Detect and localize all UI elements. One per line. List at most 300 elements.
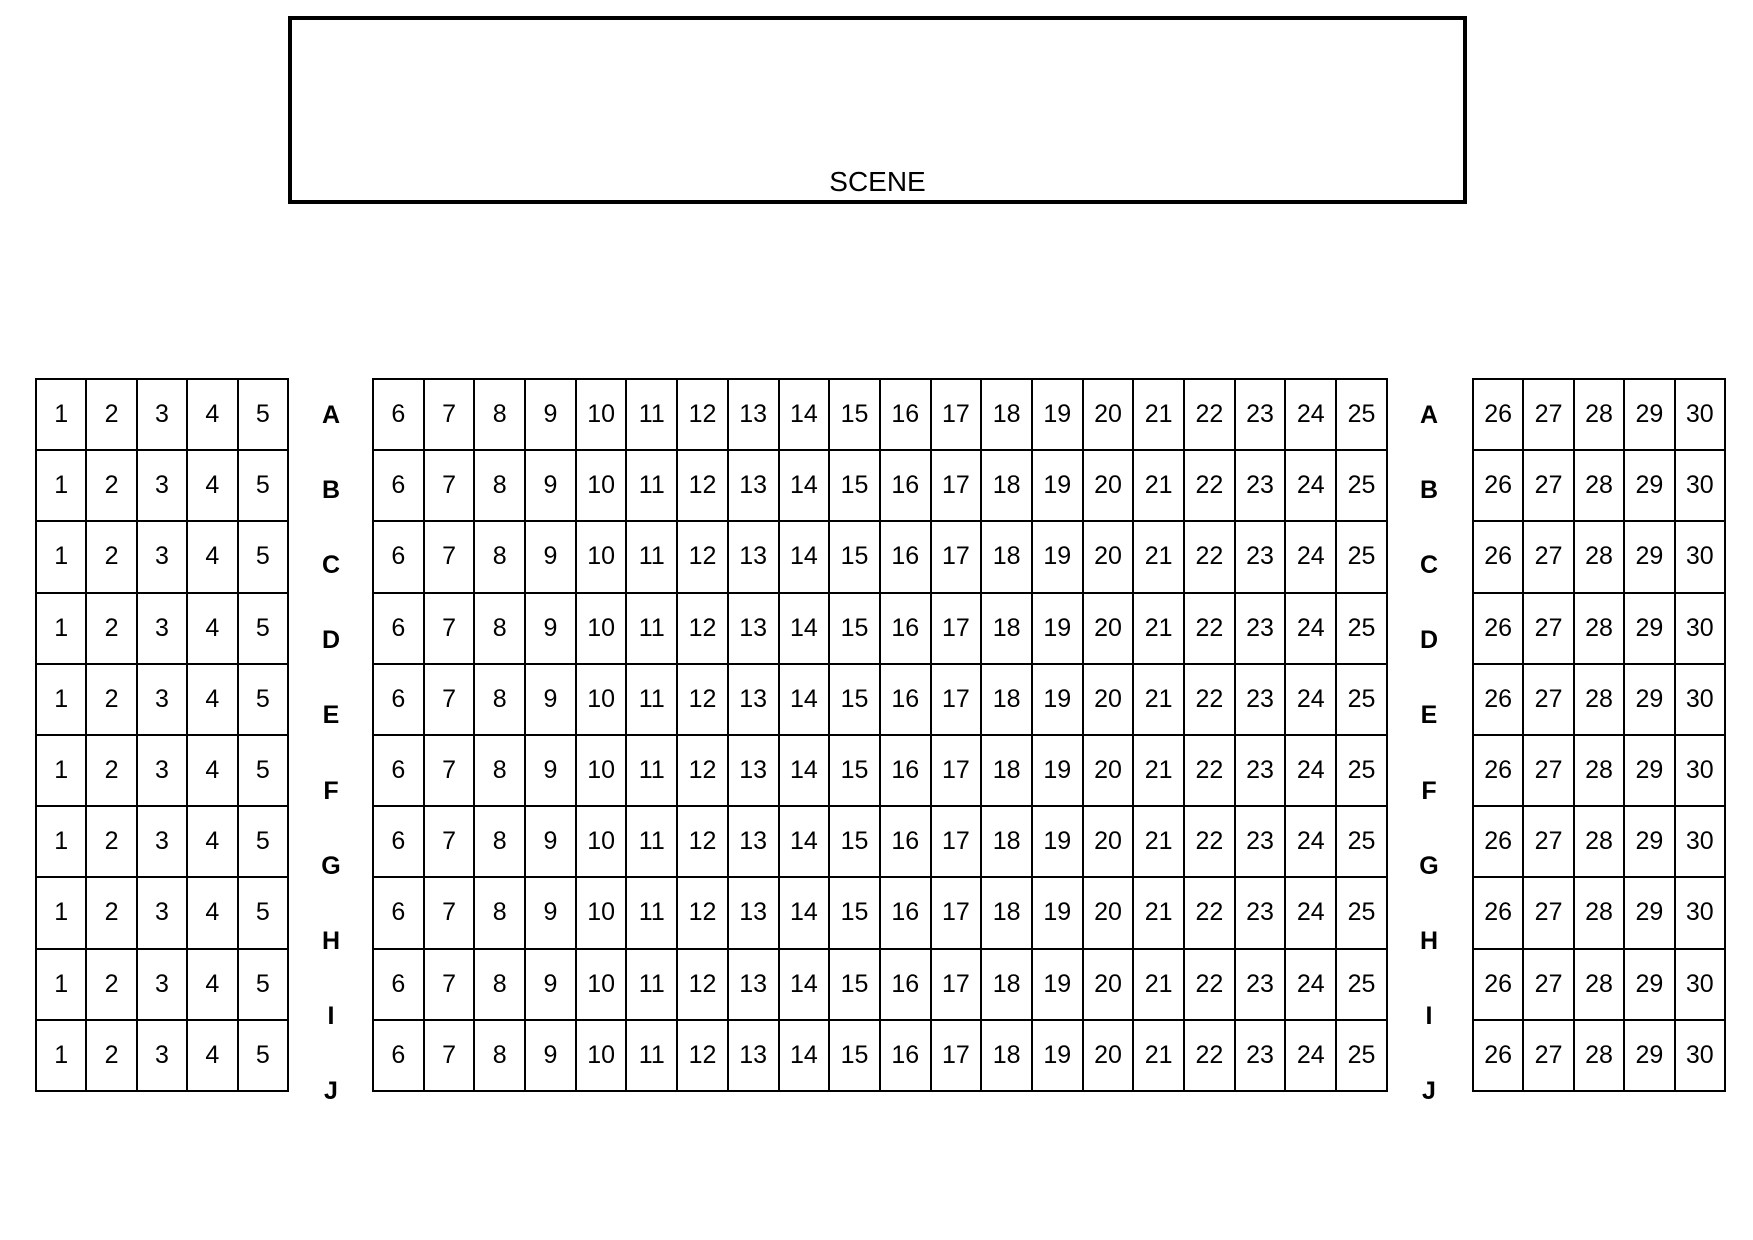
seat-h-21[interactable]: 21 <box>1133 877 1184 948</box>
seat-e-24[interactable]: 24 <box>1285 664 1336 735</box>
seat-d-2[interactable]: 2 <box>86 593 136 664</box>
seat-b-18[interactable]: 18 <box>981 450 1032 521</box>
seat-g-1[interactable]: 1 <box>36 806 86 877</box>
seat-b-23[interactable]: 23 <box>1235 450 1286 521</box>
seat-g-17[interactable]: 17 <box>931 806 982 877</box>
seat-h-3[interactable]: 3 <box>137 877 187 948</box>
seat-b-13[interactable]: 13 <box>728 450 779 521</box>
seat-b-6[interactable]: 6 <box>373 450 424 521</box>
seat-g-9[interactable]: 9 <box>525 806 576 877</box>
seat-f-5[interactable]: 5 <box>238 735 288 806</box>
seat-e-28[interactable]: 28 <box>1574 664 1624 735</box>
seat-b-26[interactable]: 26 <box>1473 450 1523 521</box>
seat-d-20[interactable]: 20 <box>1083 593 1134 664</box>
seat-a-27[interactable]: 27 <box>1523 379 1573 450</box>
seat-a-10[interactable]: 10 <box>576 379 627 450</box>
seat-f-13[interactable]: 13 <box>728 735 779 806</box>
seat-f-4[interactable]: 4 <box>187 735 237 806</box>
seat-f-20[interactable]: 20 <box>1083 735 1134 806</box>
seat-g-24[interactable]: 24 <box>1285 806 1336 877</box>
seat-a-30[interactable]: 30 <box>1675 379 1725 450</box>
seat-i-16[interactable]: 16 <box>880 949 931 1020</box>
seat-g-28[interactable]: 28 <box>1574 806 1624 877</box>
seat-a-13[interactable]: 13 <box>728 379 779 450</box>
seat-a-1[interactable]: 1 <box>36 379 86 450</box>
seat-e-2[interactable]: 2 <box>86 664 136 735</box>
seat-f-14[interactable]: 14 <box>779 735 830 806</box>
seat-b-19[interactable]: 19 <box>1032 450 1083 521</box>
seat-e-29[interactable]: 29 <box>1624 664 1674 735</box>
seat-i-1[interactable]: 1 <box>36 949 86 1020</box>
seat-e-26[interactable]: 26 <box>1473 664 1523 735</box>
seat-a-17[interactable]: 17 <box>931 379 982 450</box>
seat-e-6[interactable]: 6 <box>373 664 424 735</box>
seat-i-27[interactable]: 27 <box>1523 949 1573 1020</box>
seat-c-26[interactable]: 26 <box>1473 521 1523 592</box>
seat-e-11[interactable]: 11 <box>626 664 677 735</box>
seat-a-8[interactable]: 8 <box>474 379 525 450</box>
seat-d-17[interactable]: 17 <box>931 593 982 664</box>
seat-e-19[interactable]: 19 <box>1032 664 1083 735</box>
seat-c-3[interactable]: 3 <box>137 521 187 592</box>
seat-b-20[interactable]: 20 <box>1083 450 1134 521</box>
seat-i-29[interactable]: 29 <box>1624 949 1674 1020</box>
seat-i-6[interactable]: 6 <box>373 949 424 1020</box>
seat-b-8[interactable]: 8 <box>474 450 525 521</box>
seat-i-12[interactable]: 12 <box>677 949 728 1020</box>
seat-j-11[interactable]: 11 <box>626 1020 677 1091</box>
seat-c-30[interactable]: 30 <box>1675 521 1725 592</box>
seat-h-16[interactable]: 16 <box>880 877 931 948</box>
seat-c-5[interactable]: 5 <box>238 521 288 592</box>
seat-f-9[interactable]: 9 <box>525 735 576 806</box>
seat-i-14[interactable]: 14 <box>779 949 830 1020</box>
seat-h-1[interactable]: 1 <box>36 877 86 948</box>
seat-h-30[interactable]: 30 <box>1675 877 1725 948</box>
seat-f-17[interactable]: 17 <box>931 735 982 806</box>
seat-d-3[interactable]: 3 <box>137 593 187 664</box>
seat-f-26[interactable]: 26 <box>1473 735 1523 806</box>
seat-a-12[interactable]: 12 <box>677 379 728 450</box>
seat-c-28[interactable]: 28 <box>1574 521 1624 592</box>
seat-b-27[interactable]: 27 <box>1523 450 1573 521</box>
seat-c-29[interactable]: 29 <box>1624 521 1674 592</box>
seat-e-7[interactable]: 7 <box>424 664 475 735</box>
seat-f-28[interactable]: 28 <box>1574 735 1624 806</box>
seat-g-14[interactable]: 14 <box>779 806 830 877</box>
seat-h-24[interactable]: 24 <box>1285 877 1336 948</box>
seat-e-12[interactable]: 12 <box>677 664 728 735</box>
seat-a-22[interactable]: 22 <box>1184 379 1235 450</box>
seat-i-3[interactable]: 3 <box>137 949 187 1020</box>
seat-e-3[interactable]: 3 <box>137 664 187 735</box>
seat-i-13[interactable]: 13 <box>728 949 779 1020</box>
seat-j-21[interactable]: 21 <box>1133 1020 1184 1091</box>
seat-j-3[interactable]: 3 <box>137 1020 187 1091</box>
seat-j-15[interactable]: 15 <box>829 1020 880 1091</box>
seat-g-29[interactable]: 29 <box>1624 806 1674 877</box>
seat-b-17[interactable]: 17 <box>931 450 982 521</box>
seat-a-18[interactable]: 18 <box>981 379 1032 450</box>
seat-i-7[interactable]: 7 <box>424 949 475 1020</box>
seat-i-18[interactable]: 18 <box>981 949 1032 1020</box>
seat-h-5[interactable]: 5 <box>238 877 288 948</box>
seat-g-5[interactable]: 5 <box>238 806 288 877</box>
seat-d-25[interactable]: 25 <box>1336 593 1387 664</box>
seat-a-19[interactable]: 19 <box>1032 379 1083 450</box>
seat-c-14[interactable]: 14 <box>779 521 830 592</box>
seat-a-25[interactable]: 25 <box>1336 379 1387 450</box>
seat-c-8[interactable]: 8 <box>474 521 525 592</box>
seat-g-12[interactable]: 12 <box>677 806 728 877</box>
seat-d-26[interactable]: 26 <box>1473 593 1523 664</box>
seat-g-13[interactable]: 13 <box>728 806 779 877</box>
seat-d-12[interactable]: 12 <box>677 593 728 664</box>
seat-j-7[interactable]: 7 <box>424 1020 475 1091</box>
seat-f-7[interactable]: 7 <box>424 735 475 806</box>
seat-g-30[interactable]: 30 <box>1675 806 1725 877</box>
seat-d-5[interactable]: 5 <box>238 593 288 664</box>
seat-e-10[interactable]: 10 <box>576 664 627 735</box>
seat-h-8[interactable]: 8 <box>474 877 525 948</box>
seat-h-29[interactable]: 29 <box>1624 877 1674 948</box>
seat-d-15[interactable]: 15 <box>829 593 880 664</box>
seat-g-26[interactable]: 26 <box>1473 806 1523 877</box>
seat-c-11[interactable]: 11 <box>626 521 677 592</box>
seat-a-20[interactable]: 20 <box>1083 379 1134 450</box>
seat-h-14[interactable]: 14 <box>779 877 830 948</box>
seat-a-6[interactable]: 6 <box>373 379 424 450</box>
seat-f-8[interactable]: 8 <box>474 735 525 806</box>
seat-c-15[interactable]: 15 <box>829 521 880 592</box>
seat-i-4[interactable]: 4 <box>187 949 237 1020</box>
seat-c-23[interactable]: 23 <box>1235 521 1286 592</box>
seat-c-6[interactable]: 6 <box>373 521 424 592</box>
seat-h-2[interactable]: 2 <box>86 877 136 948</box>
seat-e-27[interactable]: 27 <box>1523 664 1573 735</box>
seat-j-8[interactable]: 8 <box>474 1020 525 1091</box>
seat-b-9[interactable]: 9 <box>525 450 576 521</box>
seat-e-17[interactable]: 17 <box>931 664 982 735</box>
seat-g-6[interactable]: 6 <box>373 806 424 877</box>
seat-f-15[interactable]: 15 <box>829 735 880 806</box>
seat-h-11[interactable]: 11 <box>626 877 677 948</box>
seat-e-15[interactable]: 15 <box>829 664 880 735</box>
seat-j-19[interactable]: 19 <box>1032 1020 1083 1091</box>
seat-i-17[interactable]: 17 <box>931 949 982 1020</box>
seat-j-30[interactable]: 30 <box>1675 1020 1725 1091</box>
seat-j-14[interactable]: 14 <box>779 1020 830 1091</box>
seat-c-2[interactable]: 2 <box>86 521 136 592</box>
seat-e-16[interactable]: 16 <box>880 664 931 735</box>
seat-d-28[interactable]: 28 <box>1574 593 1624 664</box>
seat-c-4[interactable]: 4 <box>187 521 237 592</box>
seat-b-11[interactable]: 11 <box>626 450 677 521</box>
seat-i-26[interactable]: 26 <box>1473 949 1523 1020</box>
seat-h-15[interactable]: 15 <box>829 877 880 948</box>
seat-h-26[interactable]: 26 <box>1473 877 1523 948</box>
seat-d-30[interactable]: 30 <box>1675 593 1725 664</box>
seat-j-4[interactable]: 4 <box>187 1020 237 1091</box>
seat-a-11[interactable]: 11 <box>626 379 677 450</box>
seat-c-21[interactable]: 21 <box>1133 521 1184 592</box>
seat-f-25[interactable]: 25 <box>1336 735 1387 806</box>
seat-j-27[interactable]: 27 <box>1523 1020 1573 1091</box>
seat-b-25[interactable]: 25 <box>1336 450 1387 521</box>
seat-g-19[interactable]: 19 <box>1032 806 1083 877</box>
seat-e-18[interactable]: 18 <box>981 664 1032 735</box>
seat-c-22[interactable]: 22 <box>1184 521 1235 592</box>
seat-b-24[interactable]: 24 <box>1285 450 1336 521</box>
seat-i-22[interactable]: 22 <box>1184 949 1235 1020</box>
seat-d-16[interactable]: 16 <box>880 593 931 664</box>
seat-j-13[interactable]: 13 <box>728 1020 779 1091</box>
seat-c-17[interactable]: 17 <box>931 521 982 592</box>
seat-f-18[interactable]: 18 <box>981 735 1032 806</box>
seat-i-24[interactable]: 24 <box>1285 949 1336 1020</box>
seat-h-23[interactable]: 23 <box>1235 877 1286 948</box>
seat-e-30[interactable]: 30 <box>1675 664 1725 735</box>
seat-b-12[interactable]: 12 <box>677 450 728 521</box>
seat-d-4[interactable]: 4 <box>187 593 237 664</box>
seat-i-28[interactable]: 28 <box>1574 949 1624 1020</box>
seat-d-1[interactable]: 1 <box>36 593 86 664</box>
seat-b-30[interactable]: 30 <box>1675 450 1725 521</box>
seat-b-5[interactable]: 5 <box>238 450 288 521</box>
seat-f-6[interactable]: 6 <box>373 735 424 806</box>
seat-c-20[interactable]: 20 <box>1083 521 1134 592</box>
seat-h-6[interactable]: 6 <box>373 877 424 948</box>
seat-j-2[interactable]: 2 <box>86 1020 136 1091</box>
seat-h-27[interactable]: 27 <box>1523 877 1573 948</box>
seat-f-30[interactable]: 30 <box>1675 735 1725 806</box>
seat-j-29[interactable]: 29 <box>1624 1020 1674 1091</box>
seat-f-16[interactable]: 16 <box>880 735 931 806</box>
seat-g-16[interactable]: 16 <box>880 806 931 877</box>
seat-d-24[interactable]: 24 <box>1285 593 1336 664</box>
seat-j-16[interactable]: 16 <box>880 1020 931 1091</box>
seat-f-2[interactable]: 2 <box>86 735 136 806</box>
seat-h-20[interactable]: 20 <box>1083 877 1134 948</box>
seat-h-18[interactable]: 18 <box>981 877 1032 948</box>
seat-d-13[interactable]: 13 <box>728 593 779 664</box>
seat-d-10[interactable]: 10 <box>576 593 627 664</box>
seat-b-7[interactable]: 7 <box>424 450 475 521</box>
seat-e-4[interactable]: 4 <box>187 664 237 735</box>
seat-j-9[interactable]: 9 <box>525 1020 576 1091</box>
seat-f-1[interactable]: 1 <box>36 735 86 806</box>
seat-h-25[interactable]: 25 <box>1336 877 1387 948</box>
seat-i-25[interactable]: 25 <box>1336 949 1387 1020</box>
seat-a-9[interactable]: 9 <box>525 379 576 450</box>
seat-i-2[interactable]: 2 <box>86 949 136 1020</box>
seat-i-19[interactable]: 19 <box>1032 949 1083 1020</box>
seat-b-3[interactable]: 3 <box>137 450 187 521</box>
seat-e-13[interactable]: 13 <box>728 664 779 735</box>
seat-a-24[interactable]: 24 <box>1285 379 1336 450</box>
seat-a-5[interactable]: 5 <box>238 379 288 450</box>
seat-c-16[interactable]: 16 <box>880 521 931 592</box>
seat-c-27[interactable]: 27 <box>1523 521 1573 592</box>
seat-e-1[interactable]: 1 <box>36 664 86 735</box>
seat-d-14[interactable]: 14 <box>779 593 830 664</box>
seat-j-1[interactable]: 1 <box>36 1020 86 1091</box>
seat-b-14[interactable]: 14 <box>779 450 830 521</box>
seat-e-5[interactable]: 5 <box>238 664 288 735</box>
seat-g-3[interactable]: 3 <box>137 806 187 877</box>
seat-e-22[interactable]: 22 <box>1184 664 1235 735</box>
seat-j-5[interactable]: 5 <box>238 1020 288 1091</box>
seat-i-21[interactable]: 21 <box>1133 949 1184 1020</box>
seat-h-10[interactable]: 10 <box>576 877 627 948</box>
seat-e-21[interactable]: 21 <box>1133 664 1184 735</box>
seat-d-11[interactable]: 11 <box>626 593 677 664</box>
seat-h-22[interactable]: 22 <box>1184 877 1235 948</box>
seat-g-8[interactable]: 8 <box>474 806 525 877</box>
seat-e-25[interactable]: 25 <box>1336 664 1387 735</box>
seat-h-19[interactable]: 19 <box>1032 877 1083 948</box>
seat-d-22[interactable]: 22 <box>1184 593 1235 664</box>
seat-g-20[interactable]: 20 <box>1083 806 1134 877</box>
seat-c-19[interactable]: 19 <box>1032 521 1083 592</box>
seat-d-19[interactable]: 19 <box>1032 593 1083 664</box>
seat-e-8[interactable]: 8 <box>474 664 525 735</box>
seat-j-12[interactable]: 12 <box>677 1020 728 1091</box>
seat-j-28[interactable]: 28 <box>1574 1020 1624 1091</box>
seat-f-10[interactable]: 10 <box>576 735 627 806</box>
seat-j-24[interactable]: 24 <box>1285 1020 1336 1091</box>
seat-d-8[interactable]: 8 <box>474 593 525 664</box>
seat-i-30[interactable]: 30 <box>1675 949 1725 1020</box>
seat-g-21[interactable]: 21 <box>1133 806 1184 877</box>
seat-d-27[interactable]: 27 <box>1523 593 1573 664</box>
seat-g-27[interactable]: 27 <box>1523 806 1573 877</box>
seat-f-24[interactable]: 24 <box>1285 735 1336 806</box>
seat-a-2[interactable]: 2 <box>86 379 136 450</box>
seat-a-28[interactable]: 28 <box>1574 379 1624 450</box>
seat-a-29[interactable]: 29 <box>1624 379 1674 450</box>
seat-a-21[interactable]: 21 <box>1133 379 1184 450</box>
seat-g-25[interactable]: 25 <box>1336 806 1387 877</box>
seat-c-25[interactable]: 25 <box>1336 521 1387 592</box>
seat-j-17[interactable]: 17 <box>931 1020 982 1091</box>
seat-i-5[interactable]: 5 <box>238 949 288 1020</box>
seat-j-23[interactable]: 23 <box>1235 1020 1286 1091</box>
seat-b-2[interactable]: 2 <box>86 450 136 521</box>
seat-j-6[interactable]: 6 <box>373 1020 424 1091</box>
seat-i-11[interactable]: 11 <box>626 949 677 1020</box>
seat-f-3[interactable]: 3 <box>137 735 187 806</box>
seat-g-4[interactable]: 4 <box>187 806 237 877</box>
seat-c-13[interactable]: 13 <box>728 521 779 592</box>
seat-g-22[interactable]: 22 <box>1184 806 1235 877</box>
seat-d-29[interactable]: 29 <box>1624 593 1674 664</box>
seat-j-18[interactable]: 18 <box>981 1020 1032 1091</box>
seat-b-22[interactable]: 22 <box>1184 450 1235 521</box>
seat-c-10[interactable]: 10 <box>576 521 627 592</box>
seat-h-28[interactable]: 28 <box>1574 877 1624 948</box>
seat-a-4[interactable]: 4 <box>187 379 237 450</box>
seat-d-18[interactable]: 18 <box>981 593 1032 664</box>
seat-f-21[interactable]: 21 <box>1133 735 1184 806</box>
seat-c-7[interactable]: 7 <box>424 521 475 592</box>
seat-e-20[interactable]: 20 <box>1083 664 1134 735</box>
seat-f-22[interactable]: 22 <box>1184 735 1235 806</box>
seat-h-17[interactable]: 17 <box>931 877 982 948</box>
seat-i-9[interactable]: 9 <box>525 949 576 1020</box>
seat-b-15[interactable]: 15 <box>829 450 880 521</box>
seat-c-12[interactable]: 12 <box>677 521 728 592</box>
seat-h-4[interactable]: 4 <box>187 877 237 948</box>
seat-c-18[interactable]: 18 <box>981 521 1032 592</box>
seat-b-28[interactable]: 28 <box>1574 450 1624 521</box>
seat-f-19[interactable]: 19 <box>1032 735 1083 806</box>
seat-h-7[interactable]: 7 <box>424 877 475 948</box>
seat-e-9[interactable]: 9 <box>525 664 576 735</box>
seat-a-3[interactable]: 3 <box>137 379 187 450</box>
seat-d-9[interactable]: 9 <box>525 593 576 664</box>
seat-e-23[interactable]: 23 <box>1235 664 1286 735</box>
seat-f-11[interactable]: 11 <box>626 735 677 806</box>
seat-d-21[interactable]: 21 <box>1133 593 1184 664</box>
seat-a-15[interactable]: 15 <box>829 379 880 450</box>
seat-c-24[interactable]: 24 <box>1285 521 1336 592</box>
seat-b-10[interactable]: 10 <box>576 450 627 521</box>
seat-g-2[interactable]: 2 <box>86 806 136 877</box>
seat-h-9[interactable]: 9 <box>525 877 576 948</box>
seat-i-10[interactable]: 10 <box>576 949 627 1020</box>
seat-c-9[interactable]: 9 <box>525 521 576 592</box>
seat-h-13[interactable]: 13 <box>728 877 779 948</box>
seat-i-20[interactable]: 20 <box>1083 949 1134 1020</box>
seat-c-1[interactable]: 1 <box>36 521 86 592</box>
seat-i-15[interactable]: 15 <box>829 949 880 1020</box>
seat-j-22[interactable]: 22 <box>1184 1020 1235 1091</box>
seat-f-12[interactable]: 12 <box>677 735 728 806</box>
seat-f-27[interactable]: 27 <box>1523 735 1573 806</box>
seat-b-16[interactable]: 16 <box>880 450 931 521</box>
seat-i-23[interactable]: 23 <box>1235 949 1286 1020</box>
seat-f-29[interactable]: 29 <box>1624 735 1674 806</box>
seat-i-8[interactable]: 8 <box>474 949 525 1020</box>
seat-b-1[interactable]: 1 <box>36 450 86 521</box>
seat-j-10[interactable]: 10 <box>576 1020 627 1091</box>
seat-b-21[interactable]: 21 <box>1133 450 1184 521</box>
seat-g-15[interactable]: 15 <box>829 806 880 877</box>
seat-a-26[interactable]: 26 <box>1473 379 1523 450</box>
seat-d-7[interactable]: 7 <box>424 593 475 664</box>
seat-a-23[interactable]: 23 <box>1235 379 1286 450</box>
seat-h-12[interactable]: 12 <box>677 877 728 948</box>
seat-b-4[interactable]: 4 <box>187 450 237 521</box>
seat-j-20[interactable]: 20 <box>1083 1020 1134 1091</box>
seat-g-10[interactable]: 10 <box>576 806 627 877</box>
seat-g-23[interactable]: 23 <box>1235 806 1286 877</box>
seat-g-7[interactable]: 7 <box>424 806 475 877</box>
seat-d-23[interactable]: 23 <box>1235 593 1286 664</box>
seat-g-18[interactable]: 18 <box>981 806 1032 877</box>
seat-a-14[interactable]: 14 <box>779 379 830 450</box>
seat-d-6[interactable]: 6 <box>373 593 424 664</box>
seat-a-7[interactable]: 7 <box>424 379 475 450</box>
seat-f-23[interactable]: 23 <box>1235 735 1286 806</box>
seat-j-25[interactable]: 25 <box>1336 1020 1387 1091</box>
seat-e-14[interactable]: 14 <box>779 664 830 735</box>
seat-b-29[interactable]: 29 <box>1624 450 1674 521</box>
seat-a-16[interactable]: 16 <box>880 379 931 450</box>
seat-j-26[interactable]: 26 <box>1473 1020 1523 1091</box>
seat-g-11[interactable]: 11 <box>626 806 677 877</box>
